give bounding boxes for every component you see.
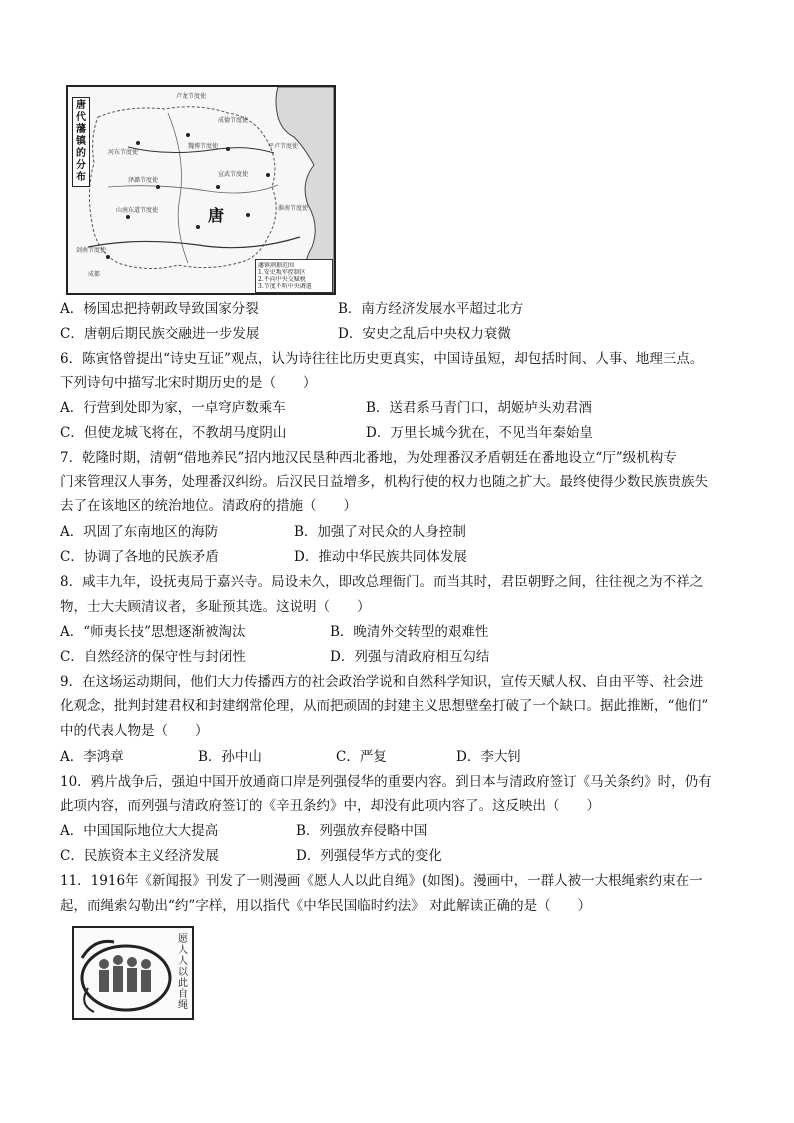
legend-item: 藩镇割据范围 xyxy=(258,262,295,269)
legend-item: 3.节度不听中央调遣 xyxy=(258,283,312,290)
q11-stem-line: 起，而绳索勾勒出“约”字样，用以指代《中华民国临时约法》 对此解读正确的是（ ） xyxy=(60,898,592,914)
q9-option-d[interactable]: D．李大钊 xyxy=(456,749,521,765)
legend-item: 2.不向中央交赋税 xyxy=(258,276,306,283)
q5-option-a[interactable]: A．杨国忠把持朝政导致国家分裂 xyxy=(60,301,259,317)
q7-stem-line: 7．乾隆时期，清朝“借地养民”招内地汉民垦种西北番地，为处理番汉矛盾朝廷在番地设立“厅”级机构专 xyxy=(60,450,677,466)
map-label: 成都 xyxy=(88,271,101,278)
q10-option-b[interactable]: B．列强放弃侵略中国 xyxy=(296,823,428,839)
cartoon-image xyxy=(72,926,194,1020)
cartoon-drawing xyxy=(74,928,192,1018)
map-label: 宣武节度使 xyxy=(218,171,249,178)
q6-option-b[interactable]: B．送君系马青门口，胡姬垆头劝君酒 xyxy=(366,400,592,416)
q7-stem-line: 去了在该地区的统治地位。清政府的措施（ ） xyxy=(60,498,357,514)
q9-stem-line: 化观念，批判封建君权和封建纲常伦理，从而把顽固的封建主义思想壁垒打破了一个缺口。据此推断，“他们” xyxy=(60,698,709,714)
q6-option-c[interactable]: C．但使龙城飞将在，不教胡马度阴山 xyxy=(60,425,287,441)
map-label: 剑南节度使 xyxy=(76,247,107,254)
q6-option-d[interactable]: D．万里长城今犹在，不见当年秦始皇 xyxy=(366,425,593,441)
map-label: 山南东道节度使 xyxy=(116,207,159,214)
q5-option-c[interactable]: C．唐朝后期民族交融进一步发展 xyxy=(60,326,260,342)
q5-option-d[interactable]: D．安史之乱后中央权力衰微 xyxy=(338,326,511,342)
map-label: 平卢节度使 xyxy=(268,143,299,150)
q9-option-a[interactable]: A．李鸿章 xyxy=(60,749,124,765)
map-legend xyxy=(255,259,333,293)
q7-option-d[interactable]: D．推动中华民族共同体发展 xyxy=(294,549,467,565)
q6-stem-line: 6．陈寅恪曾提出“诗史互证”观点，认为诗往往比历史更真实，中国诗虽短，却包括时间、人事、地理三点。 xyxy=(60,351,704,367)
legend-item: 1.安史叛军控制区 xyxy=(258,269,306,276)
q8-option-a[interactable]: A．“师夷长技”思想逐渐被淘汰 xyxy=(60,624,246,640)
q9-stem-line: 9．在这场运动期间，他们大力传播西方的社会政治学说和自然科学知识，宣传天赋人权、自由平等、社会进 xyxy=(60,674,704,690)
map-label: 魏博节度使 xyxy=(188,143,219,150)
map-label: 泽潞节度使 xyxy=(128,177,159,184)
q7-stem-line: 门来管理汉人事务，处理番汉纠纷。后汉民日益增多，机构行使的权力也随之扩大。最终使得少数民族贵族失 xyxy=(60,474,708,490)
q10-option-c[interactable]: C．民族资本主义经济发展 xyxy=(60,848,219,864)
q6-stem-line: 下列诗句中描写北宋时期历史的是（ ） xyxy=(60,375,317,391)
q8-stem-line: 物，士大夫顾清议者，多耻预其选。这说明（ ） xyxy=(60,599,371,615)
map-label: 淮南节度使 xyxy=(278,205,309,212)
q9-stem-line: 中的代表人物是（ ） xyxy=(60,723,209,739)
q10-option-a[interactable]: A．中国国际地位大大提高 xyxy=(60,823,219,839)
map-title: 唐代藩镇的分布 xyxy=(72,97,90,187)
q10-stem-line: 此项内容，而列强与清政府签订的《辛丑条约》中，却没有此项内容了。这反映出（ ） xyxy=(60,798,600,814)
q7-option-a[interactable]: A．巩固了东南地区的海防 xyxy=(60,524,219,540)
q10-option-d[interactable]: D．列强侵华方式的变化 xyxy=(296,848,442,864)
q8-option-c[interactable]: C．自然经济的保守性与封闭性 xyxy=(60,649,246,665)
q6-option-a[interactable]: A．行营到处即为家，一卓穹庐数乘车 xyxy=(60,400,286,416)
q9-option-c[interactable]: C．严复 xyxy=(336,749,387,765)
q8-option-d[interactable]: D．列强与清政府相互勾结 xyxy=(330,649,490,665)
map-label: 河东节度使 xyxy=(108,149,139,156)
tang-fanzhen-map xyxy=(66,85,336,295)
q11-stem-line: 11．1916年《新闻报》刊发了一则漫画《愿人人以此自绳》(如图)。漫画中，一群人被一大根绳索约束在一 xyxy=(60,873,703,889)
q8-option-b[interactable]: B．晚清外交转型的艰难性 xyxy=(330,624,489,640)
map-label: 成德节度使 xyxy=(218,117,249,124)
q5-option-b[interactable]: B．南方经济发展水平超过北方 xyxy=(338,301,524,317)
cartoon-caption: 愿人人以此自绳 xyxy=(178,934,188,1011)
q7-option-b[interactable]: B．加强了对民众的人身控制 xyxy=(294,524,466,540)
map-label: 卢龙节度使 xyxy=(176,93,207,100)
map-center-label: 唐 xyxy=(208,206,225,225)
q10-stem-line: 10．鸦片战争后，强迫中国开放通商口岸是列强侵华的重要内容。到日本与清政府签订《马关条约》时，仍有 xyxy=(60,774,712,790)
q7-option-c[interactable]: C．协调了各地的民族矛盾 xyxy=(60,549,219,565)
q8-stem-line: 8．咸丰九年，设抚夷局于嘉兴寺。局设未久，即改总理衙门。而当其时，君臣朝野之间，往往视之为不祥之 xyxy=(60,574,704,590)
q9-option-b[interactable]: B．孙中山 xyxy=(198,749,262,765)
